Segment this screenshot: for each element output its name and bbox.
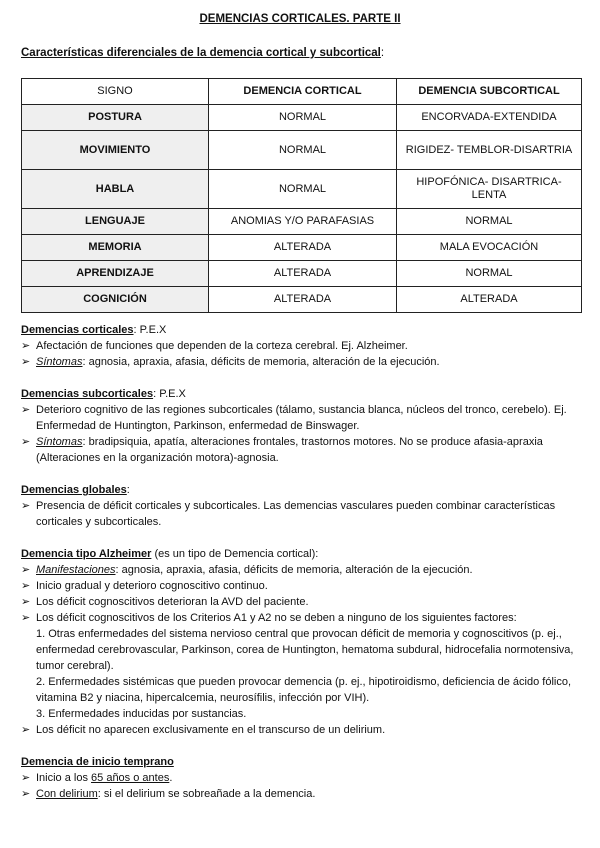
item-underlined: Con delirium <box>36 788 98 800</box>
item-label: Síntomas <box>36 436 83 448</box>
subcortical-cell: NORMAL <box>397 261 582 287</box>
heading-text: Demencia tipo Alzheimer <box>21 548 152 560</box>
arrow-bullet-icon: ➢ <box>21 564 31 576</box>
section-globales <box>21 482 581 530</box>
cortical-cell: NORMAL <box>209 105 397 131</box>
comparison-table <box>21 78 582 313</box>
list-item <box>21 434 581 466</box>
cortical-cell: NORMAL <box>209 170 397 209</box>
arrow-bullet-icon: ➢ <box>21 500 31 512</box>
header-signo: SIGNO <box>22 79 209 105</box>
arrow-bullet-icon: ➢ <box>21 404 31 416</box>
arrow-bullet-icon: ➢ <box>21 340 31 352</box>
item-text: Presencia de déficit corticales y subcorticales. Las demencias vasculares pueden combinar características corticales y subcorticales. <box>36 500 556 528</box>
subcortical-cell: RIGIDEZ- TEMBLOR-DISARTRIA <box>397 131 582 170</box>
item-text: : agnosia, apraxia, afasia, déficits de memoria, alteración de la ejecución. <box>115 564 473 576</box>
item-text: : agnosia, apraxia, afasia, déficits de memoria, alteración de la ejecución. <box>82 356 440 368</box>
arrow-bullet-icon: ➢ <box>21 788 31 800</box>
table-row <box>22 235 582 261</box>
sign-cell: COGNICIÓN <box>22 287 209 313</box>
section-subcorticales <box>21 386 581 466</box>
item-text: Los déficit cognoscitivos de los Criterios A1 y A2 no se deben a ninguno de los siguientes factores: <box>36 612 517 624</box>
section-heading <box>21 754 581 770</box>
list-item <box>21 338 581 354</box>
subcortical-cell: ALTERADA <box>397 287 582 313</box>
item-text: Inicio gradual y deterioro cognoscitivo continuo. <box>36 580 268 592</box>
item-text: : bradipsiquia, apatía, alteraciones frontales, trastornos motores. No se produce afasia-apraxia (Alteraciones en la organización motora)-agnosia. <box>36 436 543 464</box>
item-text: : si el delirium se sobreañade a la demencia. <box>97 788 316 800</box>
list-item <box>21 562 581 578</box>
table-row <box>22 105 582 131</box>
cortical-cell: NORMAL <box>209 131 397 170</box>
subcortical-cell: MALA EVOCACIÓN <box>397 235 582 261</box>
item-text: Los déficit no aparecen exclusivamente en el transcurso de un delirium. <box>36 724 386 736</box>
list-item <box>21 786 581 802</box>
section-temprano <box>21 754 581 802</box>
sign-cell: LENGUAJE <box>22 209 209 235</box>
heading-tail: : P.E.X <box>133 324 167 336</box>
table-row <box>22 170 582 209</box>
heading-tail: : <box>126 484 130 496</box>
table-row <box>22 209 582 235</box>
section-heading <box>21 322 581 338</box>
sign-cell: MEMORIA <box>22 235 209 261</box>
item-text: Deterioro cognitivo de las regiones subcorticales (tálamo, sustancia blanca, núcleos del tronco, cerebelo). Ej. Enfermedad de Huntington, Parkinson, enfermedad de Binswager. <box>36 404 567 432</box>
header-cortical: DEMENCIA CORTICAL <box>209 79 397 105</box>
item-text: Inicio a los <box>36 772 92 784</box>
cortical-cell: ALTERADA <box>209 261 397 287</box>
heading-text: Demencias corticales <box>21 324 134 336</box>
subcortical-cell: ENCORVADA-EXTENDIDA <box>397 105 582 131</box>
section-corticales <box>21 322 581 370</box>
subcortical-cell: HIPOFÓNICA- DISARTRICA-LENTA <box>397 170 582 209</box>
list-item <box>21 498 581 530</box>
list-item <box>21 594 581 610</box>
arrow-bullet-icon: ➢ <box>21 772 31 784</box>
list-item <box>21 402 581 434</box>
arrow-bullet-icon: ➢ <box>21 724 31 736</box>
arrow-bullet-icon: ➢ <box>21 596 31 608</box>
arrow-bullet-icon: ➢ <box>21 436 31 448</box>
numbered-subitem: 3. Enfermedades inducidas por sustancias. <box>36 708 247 720</box>
arrow-bullet-icon: ➢ <box>21 580 31 592</box>
heading-tail: : P.E.X <box>153 388 186 400</box>
item-label: Manifestaciones <box>36 564 116 576</box>
table-row <box>22 131 582 170</box>
cortical-cell: ALTERADA <box>209 287 397 313</box>
table-caption-bold: Características diferenciales de la demencia cortical y subcortical <box>21 47 381 59</box>
table-caption-tail: : <box>380 47 385 59</box>
sign-cell: HABLA <box>22 170 209 209</box>
numbered-subitem: 1. Otras enfermedades del sistema nervioso central que provocan déficit de memoria y cognoscitivos (p. ej., enfermedad cerebrovascular, Parkinson, corea de Huntington, hematoma subdural, hidrocefalia normotensiva, tumor cerebral). <box>36 628 574 672</box>
sign-cell: POSTURA <box>22 105 209 131</box>
item-text-end: . <box>169 772 173 784</box>
table-header-row <box>22 79 582 105</box>
sign-cell: APRENDIZAJE <box>22 261 209 287</box>
numbered-subitem: 2. Enfermedades sistémicas que pueden provocar demencia (p. ej., hipotiroidismo, deficiencia de ácido fólico, vitamina B2 y niacina, hipercalcemia, neurosífilis, infección por VIH). <box>36 676 572 704</box>
item-text: Los déficit cognoscitivos deterioran la AVD del paciente. <box>36 596 309 608</box>
heading-text: Demencias subcorticales <box>21 388 154 400</box>
section-heading <box>21 482 581 498</box>
item-label: Síntomas <box>36 356 83 368</box>
list-item <box>21 354 581 370</box>
heading-text: Demencias globales <box>21 484 127 496</box>
list-item <box>21 610 581 626</box>
table-caption <box>21 47 384 59</box>
heading-tail: (es un tipo de Demencia cortical): <box>151 548 319 560</box>
item-underlined: 65 años o antes <box>91 772 170 784</box>
subcortical-cell: NORMAL <box>397 209 582 235</box>
section-alzheimer <box>21 546 581 738</box>
heading-text: Demencia de inicio temprano <box>21 756 174 768</box>
list-item <box>21 770 581 786</box>
table-row <box>22 261 582 287</box>
section-heading <box>21 546 581 562</box>
table-row <box>22 287 582 313</box>
cortical-cell: ANOMIAS Y/O PARAFASIAS <box>209 209 397 235</box>
cortical-cell: ALTERADA <box>209 235 397 261</box>
arrow-bullet-icon: ➢ <box>21 612 31 624</box>
list-item <box>21 578 581 594</box>
sign-cell: MOVIMIENTO <box>22 131 209 170</box>
list-item <box>21 722 581 738</box>
section-heading <box>21 386 581 402</box>
header-subcortical: DEMENCIA SUBCORTICAL <box>397 79 582 105</box>
arrow-bullet-icon: ➢ <box>21 356 31 368</box>
item-text: Afectación de funciones que dependen de la corteza cerebral. Ej. Alzheimer. <box>36 340 408 352</box>
page-title: DEMENCIAS CORTICALES. PARTE II <box>199 13 401 25</box>
